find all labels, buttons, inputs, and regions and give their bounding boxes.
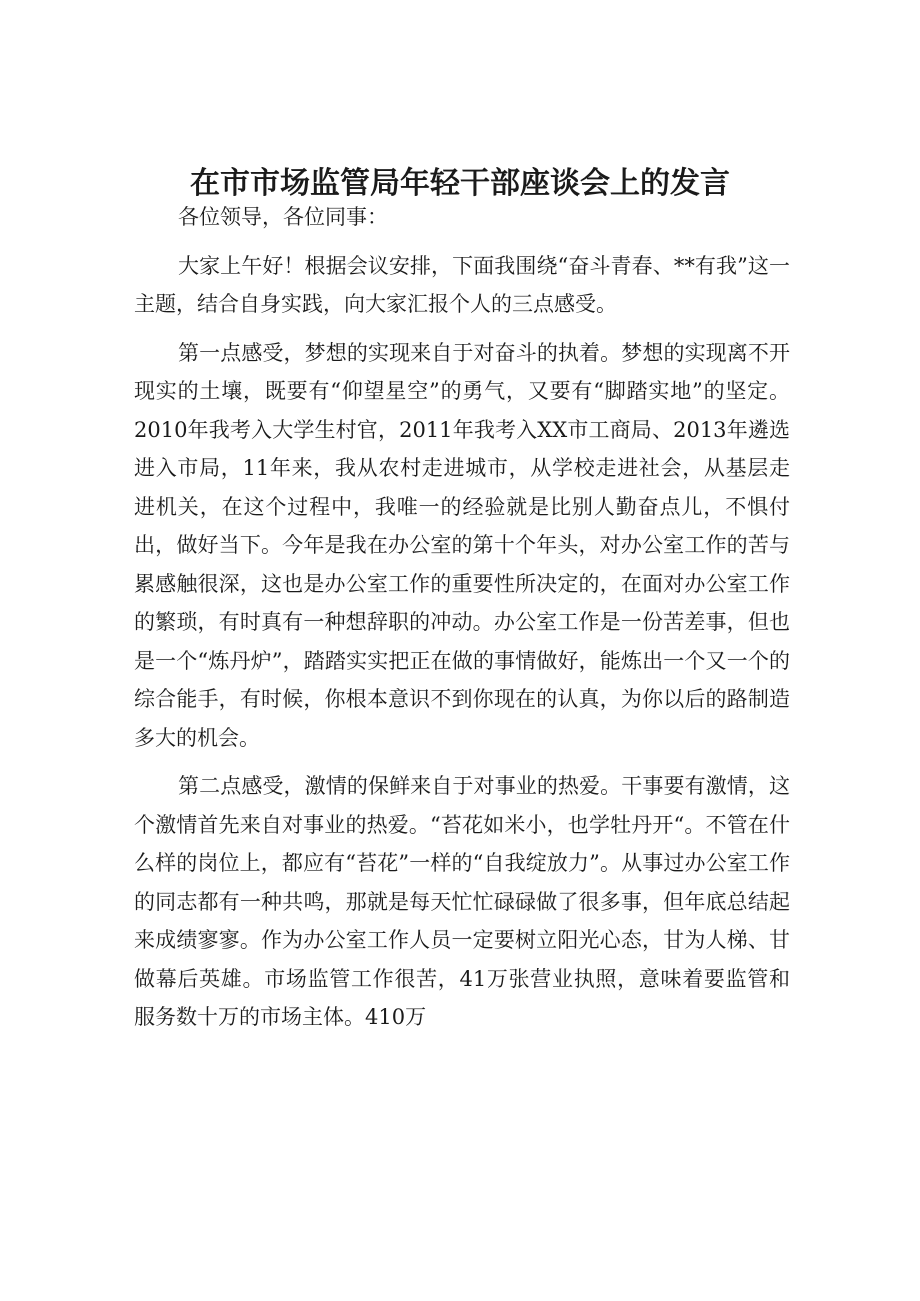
document-body [134, 198, 790, 1047]
paragraph-first-point: 第一点感受，梦想的实现来自于对奋斗的执着。梦想的实现离不开现实的土壤，既要有“仰望星空”的勇气，又要有“脚踏实地”的坚定。2010年我考入大学生村官，2011年我考入XX市工商局、2013年遴选进入市局，11年来，我从农村走进城市，从学校走进社会，从基层走进机关，在这个过程中，我唯一的经验就是比别人勤奋点儿，不惧付出，做好当下。今年是我在办公室的第十个年头，对办公室工作的苦与累感触很深，这也是办公室工作的重要性所决定的，在面对办公室工作的繁琐，有时真有一种想辞职的冲动。办公室工作是一份苦差事，但也是一个“炼丹炉”，踏踏实实把正在做的事情做好，能炼出一个又一个的综合能手，有时候，你根本意识不到你现在的认真，为你以后的路制造多大的机会。 [134, 340, 790, 750]
paragraph-second-point: 第二点感受，激情的保鲜来自于对事业的热爱。干事要有激情，这个激情首先来自对事业的热爱。“苔花如米小，也学牡丹开“。不管在什么样的岗位上，都应有“苔花”一样的“自我绽放力”。从事过办公室工作的同志都有一种共鸣，那就是每天忙忙碌碌做了很多事，但年底总结起来成绩寥寥。作为办公室工作人员一定要树立阳光心态，甘为人梯、甘做幕后英雄。市场监管工作很苦，41万张营业执照，意味着要监管和服务数十万的市场主体。410万 [134, 774, 790, 1029]
salutation: 各位领导，各位同事： [178, 205, 388, 229]
paragraph-opening: 大家上午好！根据会议安排，下面我围绕“奋斗青春、**有我”这一主题，结合自身实践，向大家汇报个人的三点感受。 [134, 253, 790, 316]
document-title: 在市市场监管局年轻干部座谈会上的发言 [190, 166, 730, 201]
